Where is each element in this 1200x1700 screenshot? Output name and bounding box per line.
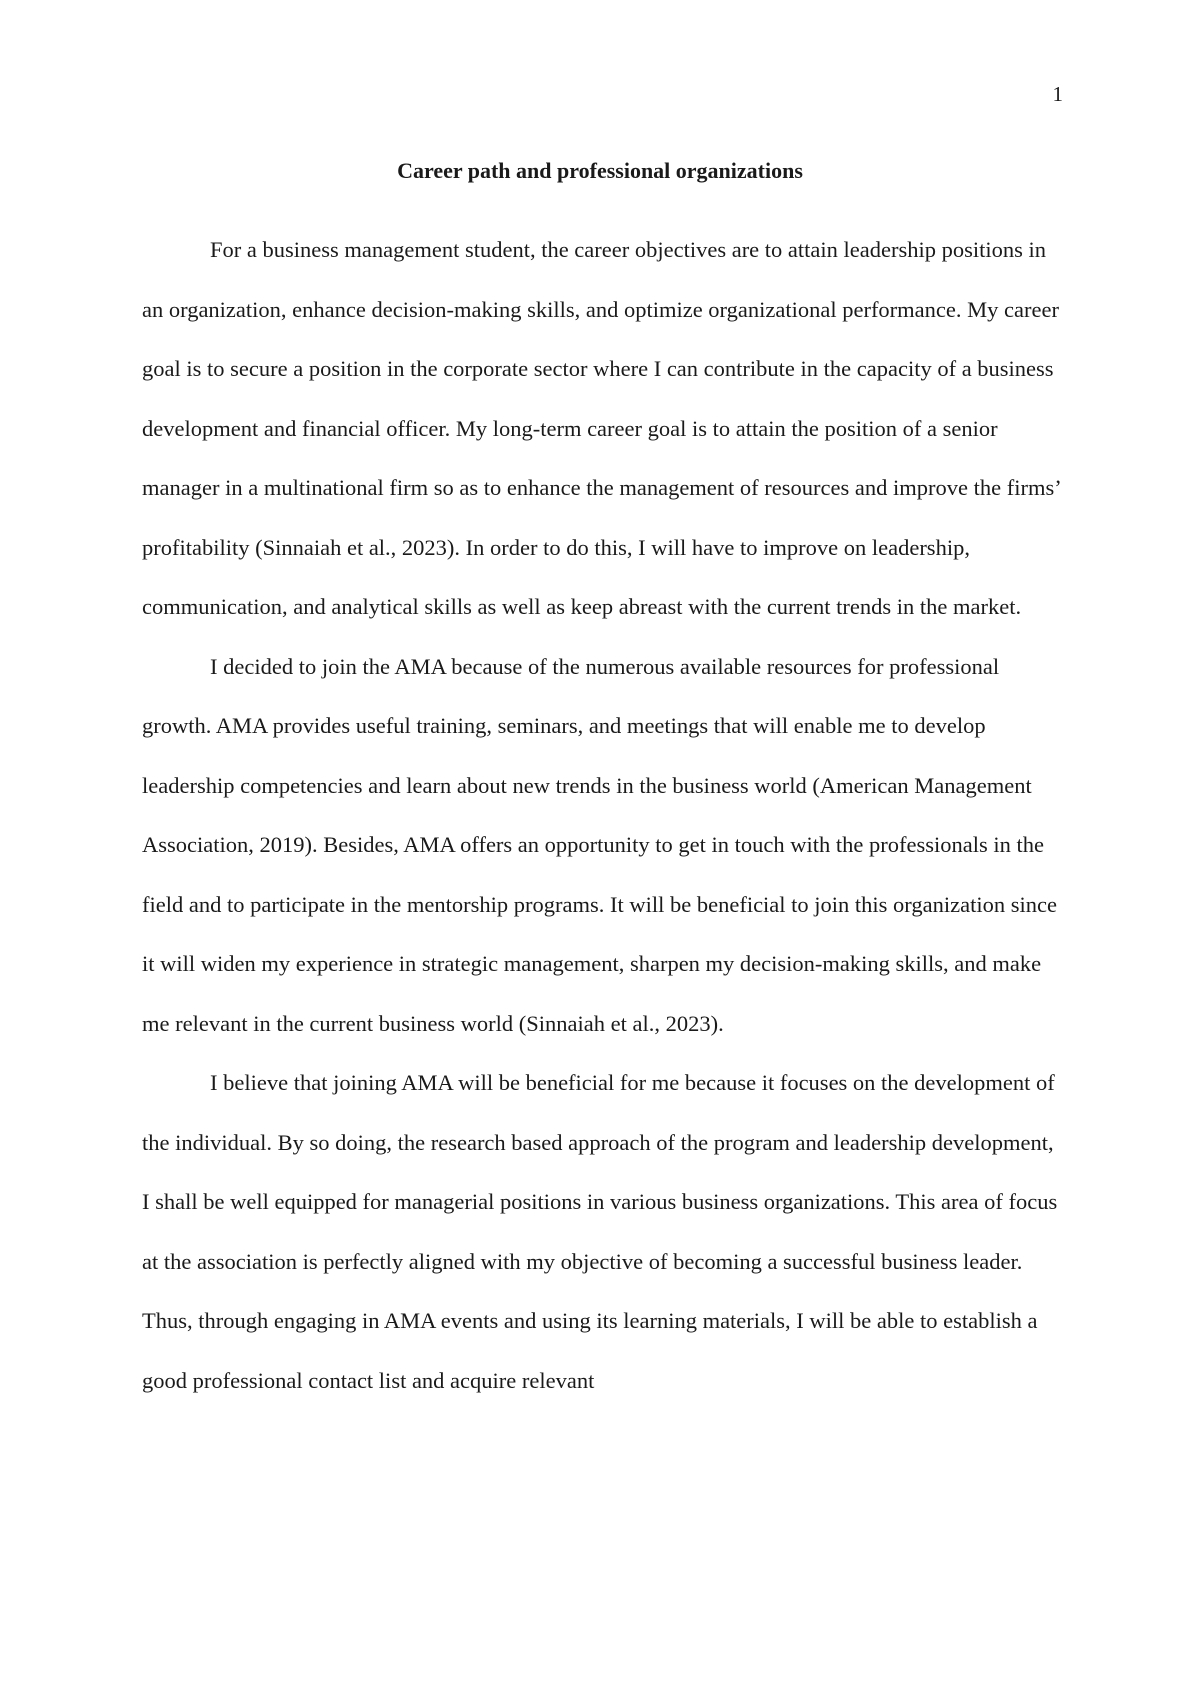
document-body (142, 220, 1064, 1410)
paragraph-career-goals: For a business management student, the career objectives are to attain leadership positions in an organization, enhance decision-making skills, and optimize organizational performance. My career goal is to secure a position in the corporate sector where I can contribute in the capacity of a business development and financial officer. My long-term career goal is to attain the position of a senior manager in a multinational firm so as to enhance the management of resources and improve the firms’ profitability (Sinnaiah et al., 2023). In order to do this, I will have to improve on leadership, communication, and analytical skills as well as keep abreast with the current trends in the market. (142, 237, 1061, 619)
paragraph-joining-ama: I decided to join the AMA because of the numerous available resources for professional growth. AMA provides useful training, seminars, and meetings that will enable me to develop leadership competencies and learn about new trends in the business world (American Management Association, 2019). Besides, AMA offers an opportunity to get in touch with the professionals in the field and to participate in the mentorship programs. It will be beneficial to join this organization since it will widen my experience in strategic management, sharpen my decision-making skills, and make me relevant in the current business world (Sinnaiah et al., 2023). (142, 653, 1057, 1036)
page-number: 1 (1052, 82, 1063, 106)
paragraph-ama-benefits: I believe that joining AMA will be beneficial for me because it focuses on the development of the individual. By so doing, the research based approach of the program and leadership development, I shall be well equipped for managerial positions in various business organizations. This area of focus at the association is perfectly aligned with my objective of becoming a successful business leader. Thus, through engaging in AMA events and using its learning materials, I will be able to establish a good professional contact list and acquire relevant (142, 1070, 1058, 1393)
document-title: Career path and professional organizations (397, 158, 803, 183)
